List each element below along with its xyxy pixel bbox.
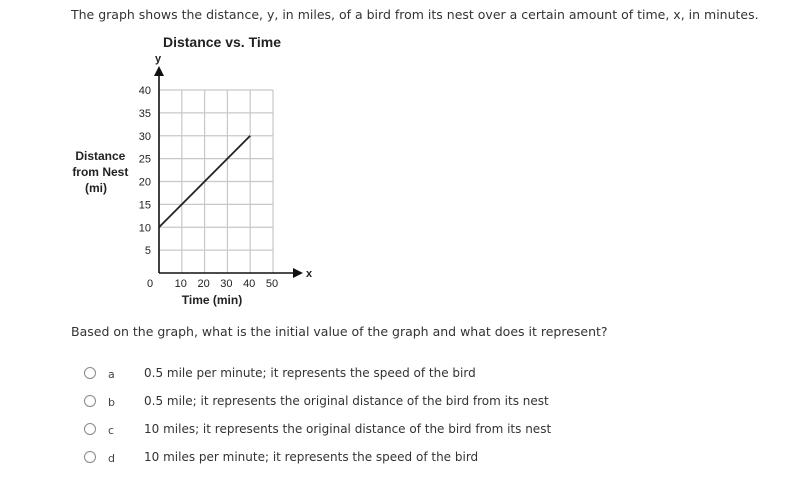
y-axis-letter: y: [154, 53, 162, 65]
x-tick-label: 30: [220, 278, 233, 290]
choice-text-d: 10 miles per minute; it represents the speed of the bird: [144, 450, 479, 464]
choice-letter-d: d: [108, 452, 115, 465]
y-tick-label: 20: [138, 176, 151, 189]
y-axis-label: [72, 149, 131, 195]
choice-a[interactable]: [84, 363, 564, 385]
choice-letter-a: a: [108, 368, 115, 381]
y-tick-label: 25: [138, 153, 151, 166]
y-tick-label: 10: [138, 222, 151, 235]
choice-b[interactable]: [84, 391, 564, 413]
x-axis-label: Time (min): [181, 293, 243, 307]
chart-title: Distance vs. Time: [162, 34, 282, 50]
y-tick-label: 30: [138, 130, 151, 143]
choice-d[interactable]: [84, 447, 564, 469]
origin-label: 0: [146, 278, 154, 290]
radio-button-a[interactable]: [84, 367, 96, 379]
y-tick-label: 35: [138, 107, 151, 120]
axes: [154, 66, 303, 278]
x-axis-letter: x: [305, 268, 313, 280]
radio-button-b[interactable]: [84, 395, 96, 407]
y-tick-label: 15: [138, 199, 151, 212]
x-tick-label: 40: [243, 278, 256, 290]
radio-button-c[interactable]: [84, 423, 96, 435]
x-tick-label: 20: [197, 278, 210, 290]
y-axis-label-line3: (mi): [85, 181, 107, 195]
y-axis-label-line1: Distance: [75, 149, 126, 163]
y-tick-labels: [139, 85, 151, 257]
choice-text-b: 0.5 mile; it represents the original distance of the bird from its nest: [144, 394, 549, 408]
choice-text-c: 10 miles; it represents the original distance of the bird from its nest: [144, 422, 552, 436]
choice-text-a: 0.5 mile per minute; it represents the speed of the bird: [144, 366, 476, 380]
y-axis-label-line2: from Nest: [72, 165, 129, 179]
question-prompt: Based on the graph, what is the initial value of the graph and what does it represent?: [71, 324, 608, 339]
y-tick-label: 40: [138, 85, 151, 97]
x-tick-labels: [175, 278, 278, 290]
y-tick-label: 5: [144, 245, 151, 258]
question-intro: The graph shows the distance, y, in miles, of a bird from its nest over a certain amount of time, x, in minutes.: [71, 7, 759, 22]
x-axis-arrow: [293, 268, 303, 278]
gridlines: [159, 90, 273, 273]
choice-c[interactable]: [84, 419, 564, 441]
choice-letter-b: b: [108, 396, 115, 409]
x-tick-label: 10: [174, 278, 187, 290]
choice-letter-c: c: [108, 424, 115, 437]
x-tick-label: 50: [265, 278, 279, 290]
y-axis-arrow: [154, 66, 164, 76]
radio-button-d[interactable]: [84, 451, 96, 463]
